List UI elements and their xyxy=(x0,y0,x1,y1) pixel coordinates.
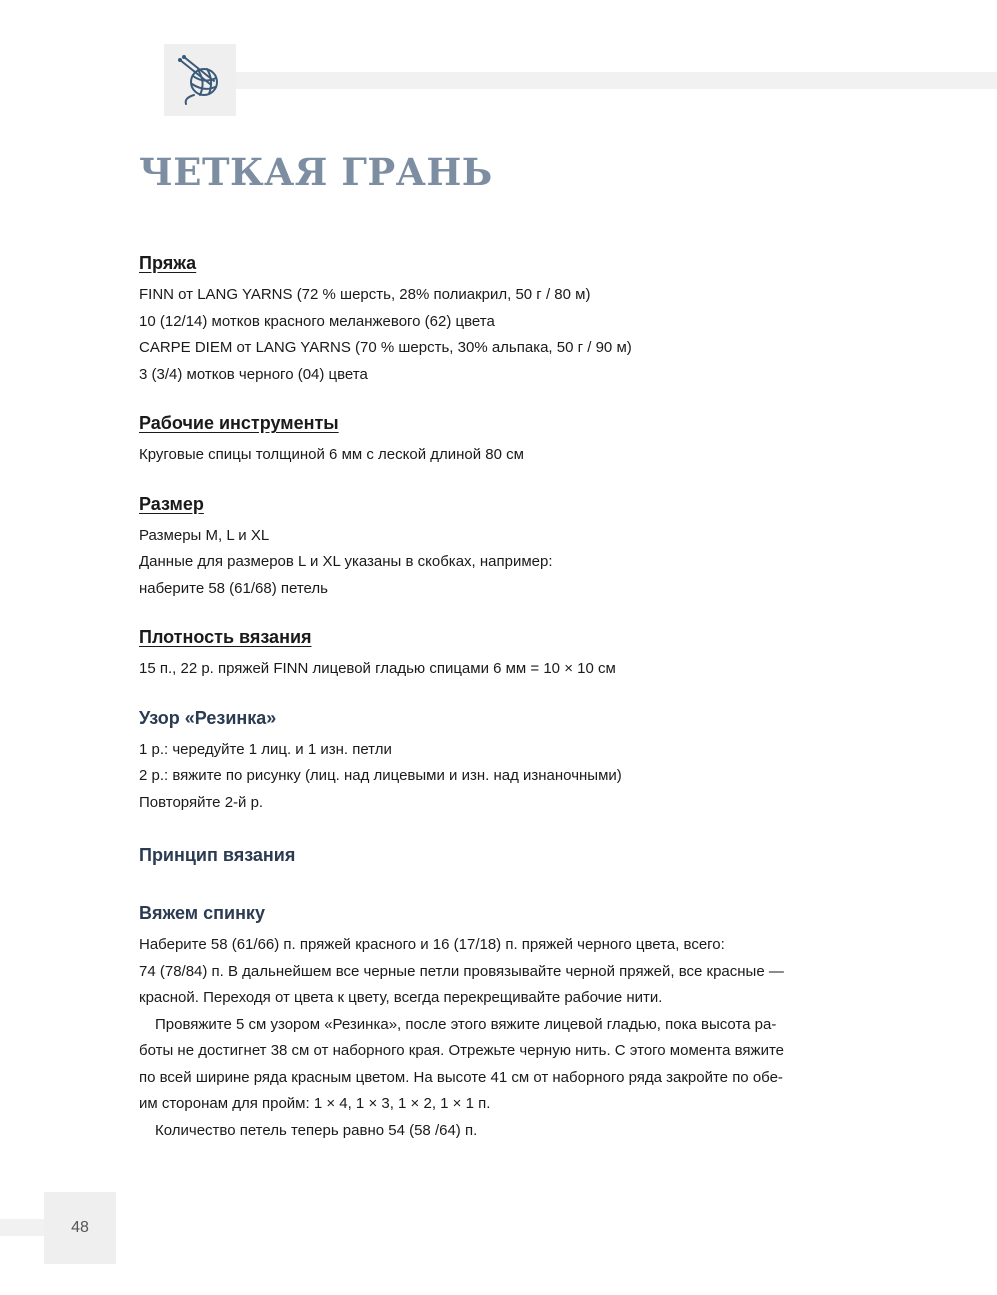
back-line: 74 (78/84) п. В дальнейшем все черные петли провязывайте черной пряжей, все красные — xyxy=(139,962,784,980)
page-number-box xyxy=(44,1192,116,1264)
size-line: наберите 58 (61/68) петель xyxy=(139,579,328,597)
principle-heading: Принцип вязания xyxy=(139,845,296,865)
back-line: по всей ширине ряда красным цветом. На высоте 41 см от наборного ряда закройте по обе- xyxy=(139,1068,783,1086)
back-heading: Вяжем спинку xyxy=(139,903,265,923)
yarn-line: CARPE DIEM от LANG YARNS (70 % шерсть, 30% альпака, 50 г / 90 м) xyxy=(139,339,632,356)
header-icon-box xyxy=(164,44,236,116)
yarn-ball-icon xyxy=(174,54,226,106)
size-line: Размеры M, L и XL xyxy=(139,526,270,544)
back-line: Провяжите 5 см узором «Резинка», после этого вяжите лицевой гладью, пока высота ра- xyxy=(155,1015,777,1033)
yarn-line: 3 (3/4) мотков черного (04) цвета xyxy=(139,365,368,383)
back-line: красной. Переходя от цвета к цвету, всегда перекрещивайте рабочие нити. xyxy=(139,989,663,1006)
yarn-line: FINN от LANG YARNS (72 % шерсть, 28% полиакрил, 50 г / 80 м) xyxy=(139,286,591,303)
tools-line: Круговые спицы толщиной 6 мм с леской длиной 80 см xyxy=(139,446,524,463)
size-line: Данные для размеров L и XL указаны в скобках, например: xyxy=(139,553,553,570)
tools-heading: Рабочие инструменты xyxy=(139,413,339,433)
header-band xyxy=(236,72,997,89)
page-title: ЧЕТКАЯ ГРАНЬ xyxy=(139,150,493,194)
yarn-line: 10 (12/14) мотков красного меланжевого (62) цвета xyxy=(139,312,495,330)
rib-line: 2 р.: вяжите по рисунку (лиц. над лицевыми и изн. над изнаночными) xyxy=(139,767,622,784)
back-line: Наберите 58 (61/66) п. пряжей красного и 16 (17/18) п. пряжей черного цвета, всего: xyxy=(139,936,725,953)
gauge-line: 15 п., 22 р. пряжей FINN лицевой гладью спицами 6 мм = 10 × 10 см xyxy=(139,660,616,677)
rib-pattern-heading: Узор «Резинка» xyxy=(139,707,277,728)
page-content xyxy=(139,250,899,1144)
back-line: Количество петель теперь равно 54 (58 /64) п. xyxy=(155,1121,478,1139)
size-heading: Размер xyxy=(139,493,204,514)
gauge-heading: Плотность вязания xyxy=(139,627,312,647)
yarn-heading: Пряжа xyxy=(139,253,197,273)
back-line: им сторонам для пройм: 1 × 4, 1 × 3, 1 × 2, 1 × 1 п. xyxy=(139,1095,491,1112)
back-line: боты не достигнет 38 см от наборного края. Отрежьте черную нить. С этого момента вяжите xyxy=(139,1042,784,1059)
rib-line: Повторяйте 2-й р. xyxy=(139,793,264,811)
footer-band xyxy=(0,1219,44,1236)
rib-line: 1 р.: чередуйте 1 лиц. и 1 изн. петли xyxy=(139,740,392,758)
page-number: 48 xyxy=(71,1219,89,1236)
